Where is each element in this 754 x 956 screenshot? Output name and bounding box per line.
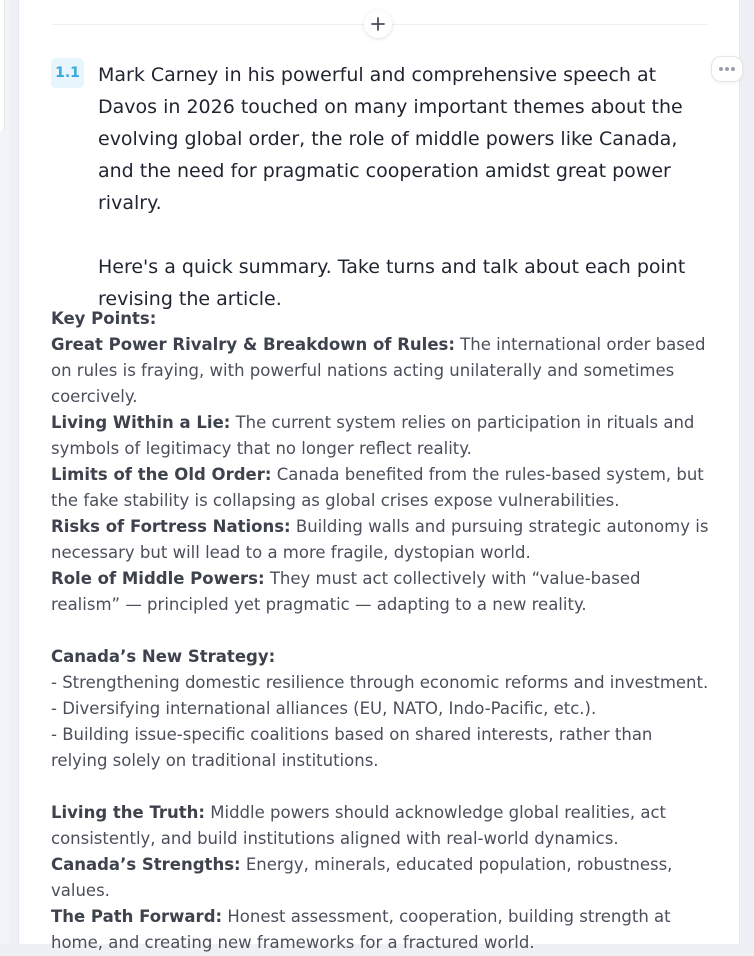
key-point-text: Building walls and pursuing strategic autonomy is necessary but will lead to a more fragile, dystopian world. [51,517,709,562]
spacer [51,618,711,644]
strategy-item: - Strengthening domestic resilience through economic reforms and investment. [51,673,709,692]
strategy-item: - Building issue-specific coalitions based on shared interests, rather than relying solely on traditional institutions. [51,725,653,770]
closing-point [51,800,711,852]
add-block-button[interactable] [364,10,392,38]
key-point [51,462,711,514]
section-number-badge: 1.1 [51,58,84,88]
closing-point-title: Canada’s Strengths: [51,855,241,874]
closing-point-text: Honest assessment, cooperation, building strength at home, and creating new frameworks for a fractured world. [51,907,671,952]
prompt-paragraph: Mark Carney in his powerful and comprehensive speech at Davos in 2026 touched on many important themes about the evolving global order, the role of middle powers like Canada, and the need for pragmatic cooperation amidst great power rivalry. [98,64,683,214]
key-point [51,514,711,566]
key-point [51,332,711,410]
closing-point-text: Energy, minerals, educated population, robustness, values. [51,855,673,900]
plus-icon [371,17,385,31]
key-point [51,566,711,618]
more-options-button[interactable] [711,56,743,82]
key-point-title: Limits of the Old Order: [51,465,272,484]
spacer [51,774,711,800]
key-point-text: The international order based on rules is fraying, with powerful nations acting unilaterally and sometimes coercively. [51,335,706,406]
key-point [51,410,711,462]
closing-point-title: The Path Forward: [51,907,223,926]
prompt-paragraph: Here's a quick summary. Take turns and talk about each point revising the article. [98,256,686,310]
response-block [51,306,711,956]
key-point-text: The current system relies on participation in rituals and symbols of legitimacy that no longer reflect reality. [51,413,695,458]
section-heading: Key Points: [51,309,157,328]
section-heading: Canada’s New Strategy: [51,647,276,666]
left-sidebar-edge [0,0,10,944]
key-point-text: They must act collectively with “value-based realism” — principled yet pragmatic — adapting to a new reality. [51,569,641,614]
key-point-title: Living Within a Lie: [51,413,231,432]
closing-point-text: Middle powers should acknowledge global realities, act consistently, and build institutions aligned with real-world dynamics. [51,803,666,848]
key-point-title: Great Power Rivalry & Breakdown of Rules: [51,335,455,354]
strategy-item: - Diversifying international alliances (EU, NATO, Indo-Pacific, etc.). [51,699,597,718]
closing-point [51,852,711,904]
key-point-title: Risks of Fortress Nations: [51,517,291,536]
left-panel-tab [0,0,5,132]
prompt-block [98,59,713,315]
key-point-title: Role of Middle Powers: [51,569,265,588]
closing-point-title: Living the Truth: [51,803,206,822]
more-horizontal-icon [718,66,736,72]
closing-point [51,904,711,956]
key-point-text: Canada benefited from the rules-based system, but the fake stability is collapsing as global crises expose vulnerabilities. [51,465,704,510]
